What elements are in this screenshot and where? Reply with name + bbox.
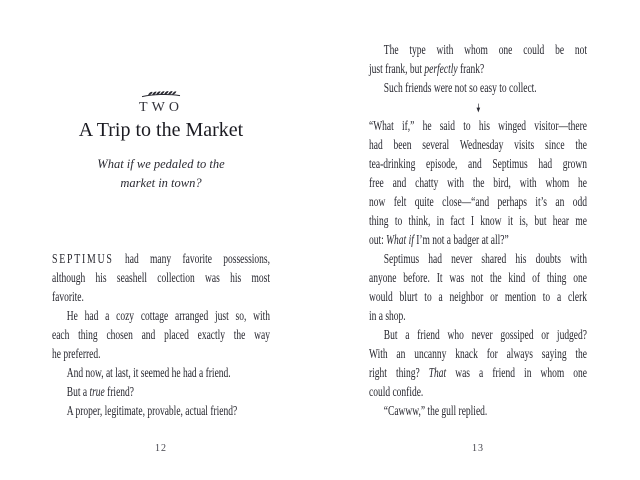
text-line: free and chatty with the bird, with whom he — [369, 175, 587, 190]
feather-sprig-icon — [52, 89, 270, 98]
text-line: A proper, legitimate, provable, actual friend? — [66, 403, 238, 418]
text-line: But a friend who never gossiped or judged? — [383, 327, 587, 342]
text-line: The type with whom one could be not — [383, 42, 587, 57]
text-line: But a true friend? — [66, 384, 134, 399]
text-line: out: What if I’m not a badger at all?” — [369, 232, 509, 247]
chapter-title: A Trip to the Market — [78, 119, 244, 141]
chapter-subtitle — [52, 155, 270, 193]
text-line: “Cawww,” the gull replied. — [383, 403, 488, 418]
chapter-subtitle-line: What if we pedaled to the — [97, 157, 225, 171]
text-line: “What if,” he said to his winged visitor—there — [369, 118, 587, 133]
text-line: although his seashell collection was his most — [52, 270, 270, 285]
text-line: now felt quite close—“and perhaps it’s an odd — [369, 194, 587, 209]
scene-break-down-arrow-icon — [369, 97, 587, 116]
text-line: SEPTIMUS had many favorite possessions, — [52, 251, 270, 267]
text-line: could confide. — [369, 384, 424, 399]
right-page-body-text — [369, 40, 587, 420]
text-line: favorite. — [52, 289, 84, 304]
text-line: had been several Wednesday visits since the — [369, 137, 587, 152]
text-line: And now, at last, it seemed he had a friend. — [66, 365, 231, 380]
left-page — [52, 0, 270, 480]
text-line: right thing? That was a friend in whom one — [369, 365, 587, 380]
text-line: he preferred. — [52, 346, 101, 361]
right-page-number: 13 — [472, 443, 484, 454]
text-line: would blurt to a neighbor or mention to a clerk — [369, 289, 587, 304]
right-page — [369, 0, 587, 480]
chapter-subtitle-line: market in town? — [120, 176, 202, 190]
text-line: in a shop. — [369, 308, 406, 323]
text-line: just frank, but perfectly frank? — [369, 61, 485, 76]
text-line: tea-drinking episode, and Septimus had grown — [369, 156, 587, 171]
chapter-number-label: TWO — [139, 100, 183, 115]
text-line: thing to think, in fact I know it is, but hear me — [369, 213, 587, 228]
left-page-body-text — [52, 249, 270, 420]
text-line: anyone before. It was not the kind of thing one — [369, 270, 587, 285]
text-line: Such friends were not so easy to collect. — [383, 80, 537, 95]
text-line: With an uncanny knack for always saying the — [369, 346, 587, 361]
text-line: Septimus had never shared his doubts with — [383, 251, 587, 266]
left-page-number: 12 — [155, 443, 167, 454]
text-line: He had a cozy cottage arranged just so, with — [66, 308, 270, 323]
text-line: each thing chosen and placed exactly the way — [52, 327, 270, 342]
